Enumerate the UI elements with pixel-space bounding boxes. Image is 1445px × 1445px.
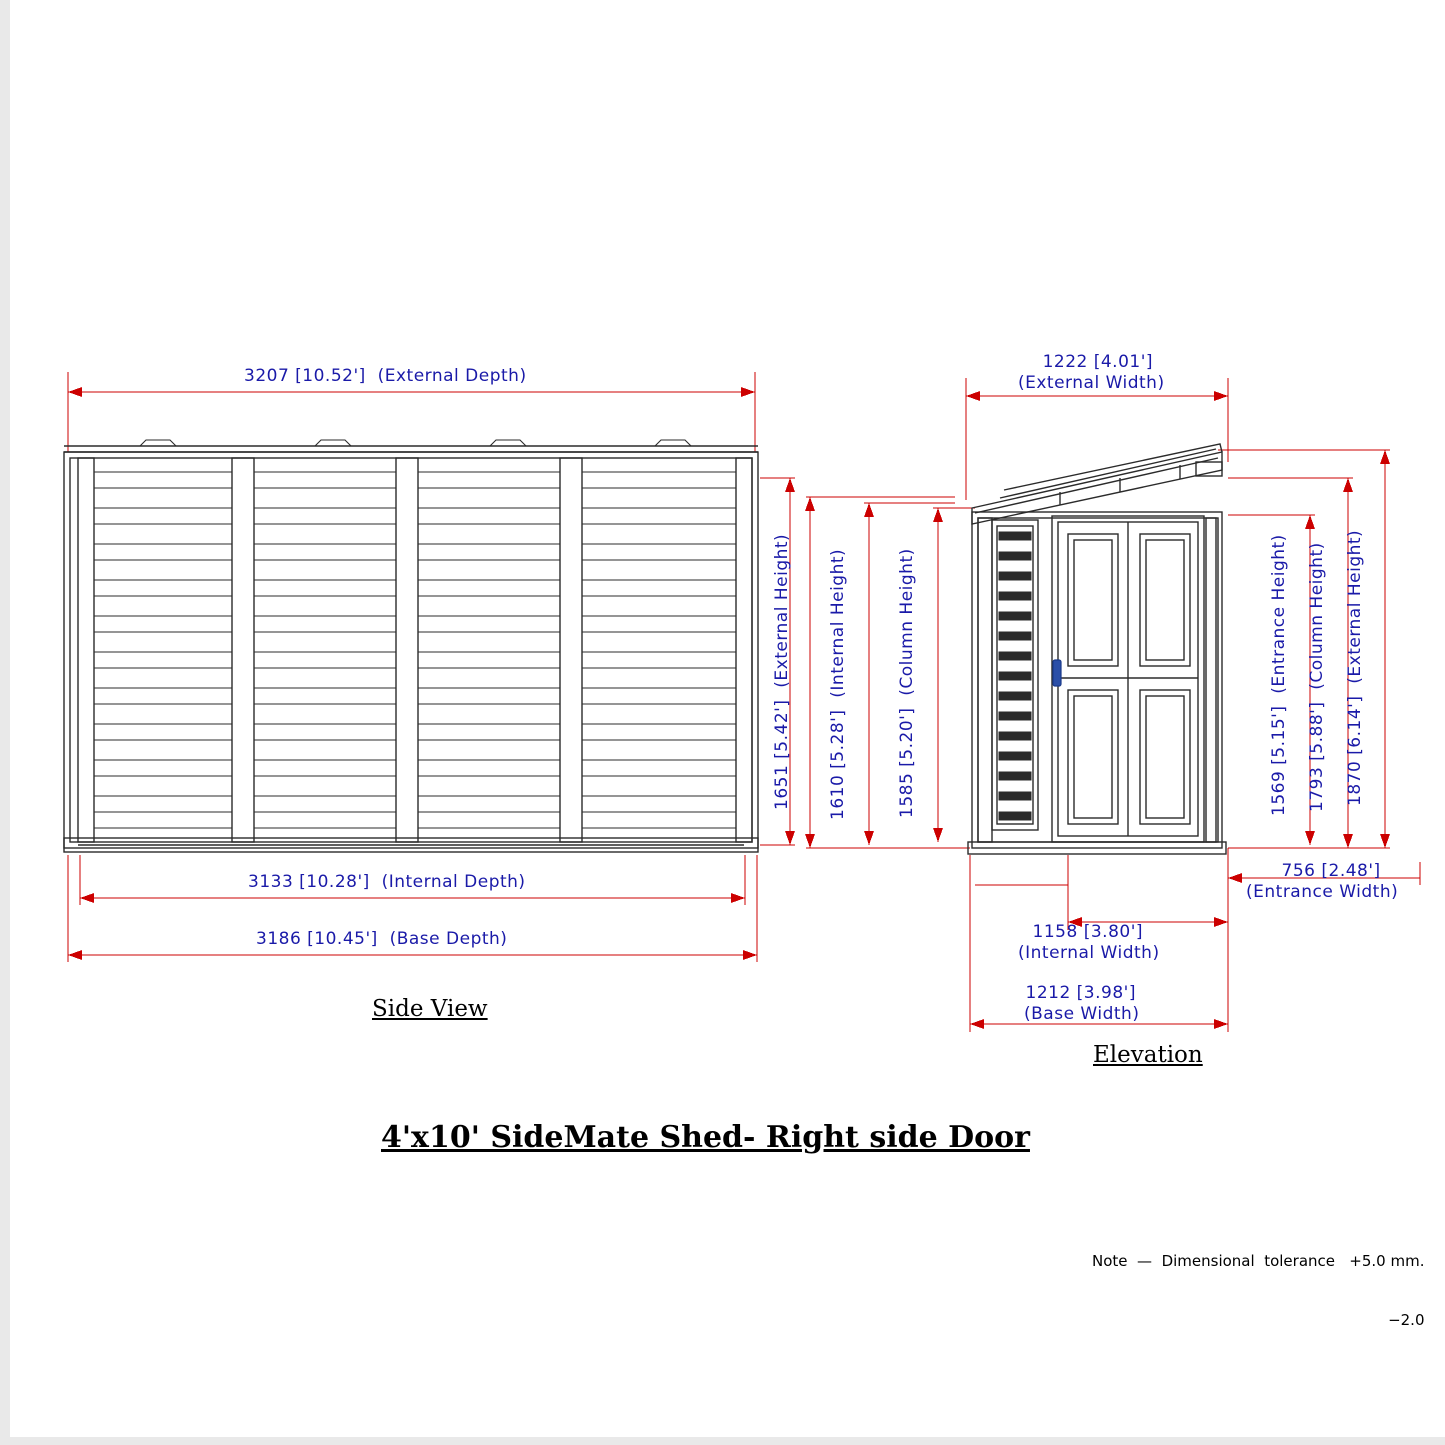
dim-column-height-left: 1585 [5.20'] (Column Height) [897,548,917,818]
elevation-louvers [999,532,1031,820]
dim-column-height-right: 1793 [5.88'] (Column Height) [1307,542,1327,812]
door-handle [1053,660,1061,686]
drawing-title: 4'x10' SideMate Shed- Right side Door [381,1120,1030,1155]
dim-entrance-height: 1569 [5.15'] (Entrance Height) [1269,534,1289,816]
dim-external-height-right: 1870 [6.14'] (External Height) [1345,529,1365,806]
dim-internal-width: 1158 [3.80'] (Internal Width) [1018,922,1160,964]
dim-base-depth: 3186 [10.45'] (Base Depth) [256,929,508,949]
side-view-caption: Side View [372,996,488,1022]
dim-external-depth: 3207 [10.52'] (External Depth) [244,366,527,386]
dim-internal-height: 1610 [5.28'] (Internal Height) [828,548,848,820]
side-view-geometry [64,440,758,852]
dim-base-width: 1212 [3.98'] (Base Width) [1024,983,1140,1025]
side-view-siding [94,472,736,828]
tolerance-note: Note — Dimensional tolerance +5.0 mm. −2.0 [1092,1252,1425,1329]
dim-internal-depth: 3133 [10.28'] (Internal Depth) [248,872,526,892]
dim-external-width: 1222 [4.01'] (External Width) [1018,352,1165,394]
dim-entrance-width: 756 [2.48'] (Entrance Width) [1246,861,1399,903]
elevation-caption: Elevation [1093,1042,1203,1068]
dim-external-height-side: 1651 [5.42'] (External Height) [772,533,792,810]
